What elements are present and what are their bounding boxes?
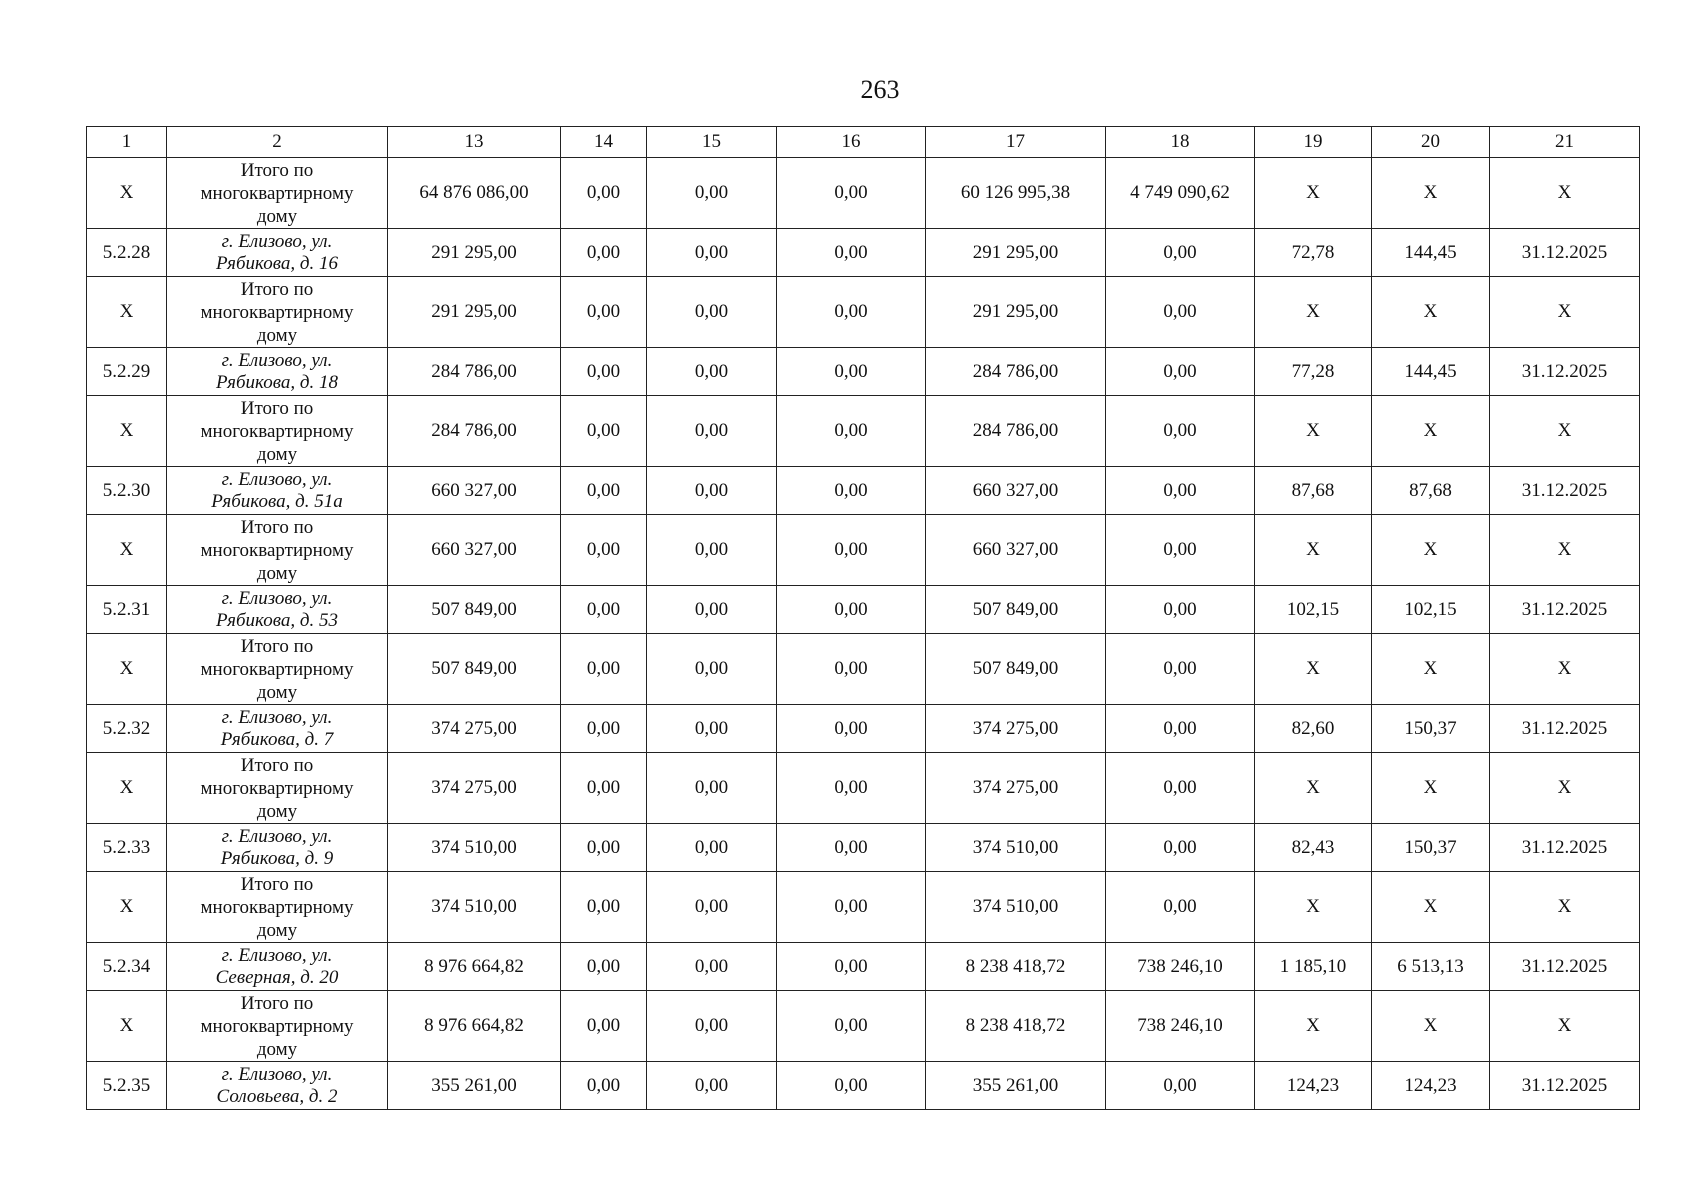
address-cell: г. Елизово, ул. Северная, д. 20 <box>167 943 388 991</box>
cell-col-13: 8 976 664,82 <box>388 991 561 1062</box>
cell-col-17: 60 126 995,38 <box>926 158 1106 229</box>
total-row <box>87 396 1640 467</box>
total-label-cell: Итого по многоквартирному дому <box>167 753 388 824</box>
cell-col-19: 77,28 <box>1255 348 1372 396</box>
cell-col-14: 0,00 <box>561 229 647 277</box>
cell-col-17: 8 238 418,72 <box>926 943 1106 991</box>
total-label-cell: Итого по многоквартирному дому <box>167 872 388 943</box>
address-cell: г. Елизово, ул. Рябикова, д. 51а <box>167 467 388 515</box>
cell-col-15: 0,00 <box>647 872 777 943</box>
row-number-cell: X <box>87 515 167 586</box>
cell-col-14: 0,00 <box>561 824 647 872</box>
column-header-18: 18 <box>1106 127 1255 158</box>
register-table <box>86 126 1640 1110</box>
cell-col-20: X <box>1372 753 1490 824</box>
cell-col-18: 0,00 <box>1106 1062 1255 1110</box>
cell-col-15: 0,00 <box>647 396 777 467</box>
cell-col-14: 0,00 <box>561 348 647 396</box>
cell-col-13: 660 327,00 <box>388 467 561 515</box>
cell-col-21: X <box>1490 396 1640 467</box>
cell-col-20: 150,37 <box>1372 824 1490 872</box>
cell-col-19: X <box>1255 634 1372 705</box>
total-row <box>87 872 1640 943</box>
cell-col-13: 284 786,00 <box>388 348 561 396</box>
cell-col-15: 0,00 <box>647 991 777 1062</box>
row-number-cell: 5.2.35 <box>87 1062 167 1110</box>
row-number-cell: 5.2.29 <box>87 348 167 396</box>
cell-col-20: 102,15 <box>1372 586 1490 634</box>
cell-col-17: 660 327,00 <box>926 515 1106 586</box>
cell-col-14: 0,00 <box>561 1062 647 1110</box>
cell-col-15: 0,00 <box>647 515 777 586</box>
total-row <box>87 634 1640 705</box>
cell-col-14: 0,00 <box>561 705 647 753</box>
column-header-20: 20 <box>1372 127 1490 158</box>
cell-col-16: 0,00 <box>777 586 926 634</box>
cell-col-14: 0,00 <box>561 515 647 586</box>
cell-col-20: X <box>1372 515 1490 586</box>
cell-col-16: 0,00 <box>777 753 926 824</box>
address-cell: г. Елизово, ул. Рябикова, д. 9 <box>167 824 388 872</box>
cell-col-15: 0,00 <box>647 277 777 348</box>
page-number: 263 <box>860 75 900 104</box>
address-cell: г. Елизово, ул. Рябикова, д. 53 <box>167 586 388 634</box>
table-body <box>87 158 1640 1110</box>
cell-col-18: 738 246,10 <box>1106 991 1255 1062</box>
cell-col-19: 82,43 <box>1255 824 1372 872</box>
house-row <box>87 824 1640 872</box>
total-row <box>87 515 1640 586</box>
total-label-cell: Итого по многоквартирному дому <box>167 277 388 348</box>
total-label-cell: Итого по многоквартирному дому <box>167 515 388 586</box>
cell-col-16: 0,00 <box>777 824 926 872</box>
cell-col-15: 0,00 <box>647 705 777 753</box>
cell-col-16: 0,00 <box>777 943 926 991</box>
cell-col-18: 0,00 <box>1106 872 1255 943</box>
cell-col-20: 124,23 <box>1372 1062 1490 1110</box>
cell-col-21: X <box>1490 634 1640 705</box>
cell-col-18: 738 246,10 <box>1106 943 1255 991</box>
cell-col-13: 64 876 086,00 <box>388 158 561 229</box>
cell-col-21: 31.12.2025 <box>1490 705 1640 753</box>
cell-col-20: 144,45 <box>1372 229 1490 277</box>
cell-col-17: 8 238 418,72 <box>926 991 1106 1062</box>
cell-col-18: 0,00 <box>1106 634 1255 705</box>
cell-col-19: 102,15 <box>1255 586 1372 634</box>
house-row <box>87 586 1640 634</box>
total-row <box>87 158 1640 229</box>
row-number-cell: X <box>87 277 167 348</box>
cell-col-16: 0,00 <box>777 396 926 467</box>
cell-col-13: 660 327,00 <box>388 515 561 586</box>
column-header-17: 17 <box>926 127 1106 158</box>
cell-col-16: 0,00 <box>777 229 926 277</box>
cell-col-15: 0,00 <box>647 824 777 872</box>
cell-col-18: 0,00 <box>1106 586 1255 634</box>
row-number-cell: 5.2.33 <box>87 824 167 872</box>
house-row <box>87 467 1640 515</box>
cell-col-21: 31.12.2025 <box>1490 1062 1640 1110</box>
cell-col-17: 284 786,00 <box>926 348 1106 396</box>
cell-col-14: 0,00 <box>561 872 647 943</box>
address-cell: г. Елизово, ул. Рябикова, д. 7 <box>167 705 388 753</box>
cell-col-13: 374 275,00 <box>388 705 561 753</box>
cell-col-17: 291 295,00 <box>926 229 1106 277</box>
total-row <box>87 991 1640 1062</box>
cell-col-18: 0,00 <box>1106 467 1255 515</box>
cell-col-17: 284 786,00 <box>926 396 1106 467</box>
column-number-row <box>87 127 1640 158</box>
cell-col-14: 0,00 <box>561 634 647 705</box>
cell-col-17: 374 510,00 <box>926 824 1106 872</box>
row-number-cell: X <box>87 753 167 824</box>
column-header-2: 2 <box>167 127 388 158</box>
total-label-cell: Итого по многоквартирному дому <box>167 158 388 229</box>
cell-col-19: X <box>1255 991 1372 1062</box>
cell-col-21: X <box>1490 872 1640 943</box>
cell-col-21: X <box>1490 515 1640 586</box>
cell-col-15: 0,00 <box>647 634 777 705</box>
cell-col-16: 0,00 <box>777 872 926 943</box>
column-header-13: 13 <box>388 127 561 158</box>
row-number-cell: 5.2.34 <box>87 943 167 991</box>
cell-col-20: 6 513,13 <box>1372 943 1490 991</box>
row-number-cell: X <box>87 991 167 1062</box>
cell-col-17: 374 275,00 <box>926 753 1106 824</box>
cell-col-19: X <box>1255 872 1372 943</box>
cell-col-13: 507 849,00 <box>388 634 561 705</box>
address-cell: г. Елизово, ул. Соловьева, д. 2 <box>167 1062 388 1110</box>
cell-col-21: X <box>1490 158 1640 229</box>
cell-col-16: 0,00 <box>777 277 926 348</box>
total-row <box>87 753 1640 824</box>
cell-col-15: 0,00 <box>647 586 777 634</box>
cell-col-16: 0,00 <box>777 158 926 229</box>
cell-col-13: 374 275,00 <box>388 753 561 824</box>
cell-col-16: 0,00 <box>777 705 926 753</box>
cell-col-16: 0,00 <box>777 348 926 396</box>
cell-col-21: X <box>1490 753 1640 824</box>
cell-col-15: 0,00 <box>647 943 777 991</box>
cell-col-18: 0,00 <box>1106 824 1255 872</box>
cell-col-19: 72,78 <box>1255 229 1372 277</box>
cell-col-21: 31.12.2025 <box>1490 348 1640 396</box>
cell-col-18: 0,00 <box>1106 705 1255 753</box>
cell-col-13: 507 849,00 <box>388 586 561 634</box>
column-header-1: 1 <box>87 127 167 158</box>
house-row <box>87 229 1640 277</box>
cell-col-17: 291 295,00 <box>926 277 1106 348</box>
cell-col-16: 0,00 <box>777 991 926 1062</box>
address-cell: г. Елизово, ул. Рябикова, д. 18 <box>167 348 388 396</box>
cell-col-17: 507 849,00 <box>926 586 1106 634</box>
cell-col-14: 0,00 <box>561 991 647 1062</box>
total-row <box>87 277 1640 348</box>
cell-col-14: 0,00 <box>561 943 647 991</box>
cell-col-16: 0,00 <box>777 634 926 705</box>
cell-col-20: X <box>1372 396 1490 467</box>
cell-col-21: 31.12.2025 <box>1490 586 1640 634</box>
cell-col-21: 31.12.2025 <box>1490 467 1640 515</box>
cell-col-20: X <box>1372 872 1490 943</box>
cell-col-15: 0,00 <box>647 1062 777 1110</box>
cell-col-20: 150,37 <box>1372 705 1490 753</box>
row-number-cell: X <box>87 634 167 705</box>
cell-col-17: 374 275,00 <box>926 705 1106 753</box>
cell-col-17: 374 510,00 <box>926 872 1106 943</box>
cell-col-13: 291 295,00 <box>388 277 561 348</box>
column-header-16: 16 <box>777 127 926 158</box>
cell-col-19: 82,60 <box>1255 705 1372 753</box>
cell-col-19: X <box>1255 753 1372 824</box>
cell-col-16: 0,00 <box>777 467 926 515</box>
column-header-14: 14 <box>561 127 647 158</box>
cell-col-18: 0,00 <box>1106 515 1255 586</box>
row-number-cell: X <box>87 396 167 467</box>
cell-col-19: X <box>1255 396 1372 467</box>
row-number-cell: 5.2.32 <box>87 705 167 753</box>
cell-col-19: 1 185,10 <box>1255 943 1372 991</box>
cell-col-19: X <box>1255 277 1372 348</box>
cell-col-15: 0,00 <box>647 348 777 396</box>
total-label-cell: Итого по многоквартирному дому <box>167 634 388 705</box>
cell-col-20: 87,68 <box>1372 467 1490 515</box>
cell-col-20: X <box>1372 991 1490 1062</box>
cell-col-18: 0,00 <box>1106 348 1255 396</box>
cell-col-18: 0,00 <box>1106 396 1255 467</box>
cell-col-13: 284 786,00 <box>388 396 561 467</box>
cell-col-15: 0,00 <box>647 158 777 229</box>
row-number-cell: 5.2.30 <box>87 467 167 515</box>
cell-col-14: 0,00 <box>561 158 647 229</box>
cell-col-15: 0,00 <box>647 229 777 277</box>
cell-col-13: 355 261,00 <box>388 1062 561 1110</box>
cell-col-19: 87,68 <box>1255 467 1372 515</box>
cell-col-13: 374 510,00 <box>388 872 561 943</box>
total-label-cell: Итого по многоквартирному дому <box>167 396 388 467</box>
row-number-cell: 5.2.28 <box>87 229 167 277</box>
column-header-21: 21 <box>1490 127 1640 158</box>
house-row <box>87 705 1640 753</box>
cell-col-18: 0,00 <box>1106 277 1255 348</box>
cell-col-14: 0,00 <box>561 396 647 467</box>
cell-col-14: 0,00 <box>561 753 647 824</box>
cell-col-16: 0,00 <box>777 515 926 586</box>
cell-col-14: 0,00 <box>561 277 647 348</box>
cell-col-15: 0,00 <box>647 753 777 824</box>
cell-col-16: 0,00 <box>777 1062 926 1110</box>
cell-col-18: 0,00 <box>1106 229 1255 277</box>
column-header-15: 15 <box>647 127 777 158</box>
cell-col-19: X <box>1255 515 1372 586</box>
row-number-cell: 5.2.31 <box>87 586 167 634</box>
row-number-cell: X <box>87 158 167 229</box>
cell-col-21: X <box>1490 277 1640 348</box>
column-header-19: 19 <box>1255 127 1372 158</box>
cell-col-17: 660 327,00 <box>926 467 1106 515</box>
cell-col-13: 8 976 664,82 <box>388 943 561 991</box>
cell-col-17: 355 261,00 <box>926 1062 1106 1110</box>
cell-col-13: 374 510,00 <box>388 824 561 872</box>
cell-col-17: 507 849,00 <box>926 634 1106 705</box>
row-number-cell: X <box>87 872 167 943</box>
cell-col-13: 291 295,00 <box>388 229 561 277</box>
total-label-cell: Итого по многоквартирному дому <box>167 991 388 1062</box>
cell-col-19: 124,23 <box>1255 1062 1372 1110</box>
cell-col-21: 31.12.2025 <box>1490 824 1640 872</box>
house-row <box>87 348 1640 396</box>
house-row <box>87 943 1640 991</box>
cell-col-18: 0,00 <box>1106 753 1255 824</box>
cell-col-20: X <box>1372 277 1490 348</box>
cell-col-20: X <box>1372 634 1490 705</box>
cell-col-14: 0,00 <box>561 467 647 515</box>
cell-col-21: X <box>1490 991 1640 1062</box>
cell-col-21: 31.12.2025 <box>1490 229 1640 277</box>
cell-col-18: 4 749 090,62 <box>1106 158 1255 229</box>
cell-col-19: X <box>1255 158 1372 229</box>
cell-col-20: X <box>1372 158 1490 229</box>
cell-col-20: 144,45 <box>1372 348 1490 396</box>
cell-col-21: 31.12.2025 <box>1490 943 1640 991</box>
house-row <box>87 1062 1640 1110</box>
cell-col-15: 0,00 <box>647 467 777 515</box>
cell-col-14: 0,00 <box>561 586 647 634</box>
address-cell: г. Елизово, ул. Рябикова, д. 16 <box>167 229 388 277</box>
